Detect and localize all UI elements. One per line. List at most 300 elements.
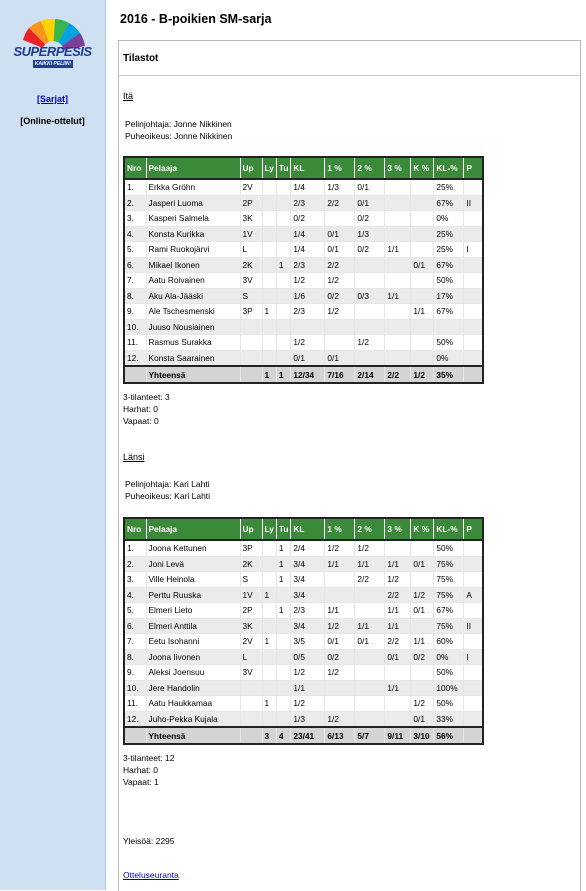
table-row — [124, 273, 483, 289]
table-cell: 1/1 — [325, 603, 355, 619]
total-cell: 1 — [262, 366, 276, 383]
column-header: Tu — [276, 157, 291, 179]
table-cell: 0/1 — [325, 634, 355, 650]
column-header: K % — [411, 157, 434, 179]
table-cell — [385, 711, 411, 727]
table-cell: 0/1 — [411, 603, 434, 619]
table-cell: 1/2 — [291, 273, 325, 289]
sarjat-link[interactable]: [Sarjat] — [36, 94, 68, 104]
table-cell: L — [240, 649, 262, 665]
table-cell: 3. — [124, 211, 146, 227]
table-header-row — [124, 518, 483, 540]
table-cell: 2V — [240, 179, 262, 195]
table-row — [124, 572, 483, 588]
table-cell: II — [464, 618, 483, 634]
table-cell: 1. — [124, 540, 146, 556]
column-header: 2 % — [355, 157, 385, 179]
table-cell: Aatu Roivainen — [146, 273, 240, 289]
table-cell: 8. — [124, 649, 146, 665]
table-cell: Konsta Kurikka — [146, 226, 240, 242]
table-cell: 9. — [124, 304, 146, 320]
table-cell: 1/2 — [291, 335, 325, 351]
table-cell: 3. — [124, 572, 146, 588]
table-cell: 1/2 — [355, 335, 385, 351]
table-cell: 0/2 — [355, 242, 385, 258]
table-cell — [411, 319, 434, 335]
table-cell — [411, 335, 434, 351]
table-cell — [262, 665, 276, 681]
table-cell: 1/2 — [355, 540, 385, 556]
table-cell — [355, 304, 385, 320]
table-cell: 3V — [240, 273, 262, 289]
table-cell — [276, 242, 291, 258]
table-cell: 0% — [434, 211, 464, 227]
table-cell: 1/2 — [325, 304, 355, 320]
table-cell: 3P — [240, 540, 262, 556]
table-cell: 25% — [434, 242, 464, 258]
table-cell — [262, 649, 276, 665]
table-cell: 1/1 — [385, 242, 411, 258]
column-header: KL — [291, 518, 325, 540]
table-cell: Mikael Ikonen — [146, 257, 240, 273]
table-cell — [240, 350, 262, 366]
team-name-ita: Itä — [123, 91, 134, 101]
table-cell: 2. — [124, 556, 146, 572]
table-cell — [464, 711, 483, 727]
table-cell: 1/2 — [325, 618, 355, 634]
table-cell — [262, 195, 276, 211]
table-cell: 3/4 — [291, 618, 325, 634]
total-cell — [124, 727, 146, 744]
column-header: Up — [240, 518, 262, 540]
table-cell — [411, 288, 434, 304]
total-cell: Yhteensä — [146, 727, 240, 744]
table-cell: I — [464, 242, 483, 258]
table-cell — [385, 195, 411, 211]
total-cell: 1 — [276, 366, 291, 383]
table-cell — [262, 226, 276, 242]
table-cell — [411, 665, 434, 681]
table-cell: 1 — [276, 540, 291, 556]
table-cell: I — [464, 649, 483, 665]
table-cell: 9. — [124, 665, 146, 681]
stats-table-ita — [123, 156, 484, 384]
table-cell — [240, 319, 262, 335]
total-cell — [124, 366, 146, 383]
table-cell: 1/2 — [325, 273, 355, 289]
pelinjohtaja-lansi: Pelinjohtaja: Kari Lahti — [125, 479, 210, 489]
table-cell: 2/2 — [385, 587, 411, 603]
table-cell: 0/1 — [291, 350, 325, 366]
table-cell: 3K — [240, 618, 262, 634]
table-cell — [262, 288, 276, 304]
table-cell — [276, 304, 291, 320]
table-cell: II — [464, 195, 483, 211]
table-cell: 1/1 — [355, 556, 385, 572]
table-cell: Juho-Pekka Kujala — [146, 711, 240, 727]
table-cell — [276, 618, 291, 634]
total-cell — [464, 366, 483, 383]
table-cell: 5. — [124, 603, 146, 619]
table-cell: 10. — [124, 680, 146, 696]
table-cell — [464, 572, 483, 588]
table-cell: Joni Levä — [146, 556, 240, 572]
table-cell — [325, 696, 355, 712]
table-cell: 1/6 — [291, 288, 325, 304]
table-cell: 5. — [124, 242, 146, 258]
table-row — [124, 696, 483, 712]
table-cell — [276, 335, 291, 351]
table-cell — [434, 319, 464, 335]
kolmetilanteet-ita: 3-tilanteet: 3 — [123, 392, 170, 402]
table-cell: 4. — [124, 226, 146, 242]
table-cell — [464, 273, 483, 289]
table-cell: 1/4 — [291, 179, 325, 195]
table-cell: 75% — [434, 587, 464, 603]
table-row — [124, 634, 483, 650]
table-cell: 4. — [124, 587, 146, 603]
table-cell: 3/4 — [291, 572, 325, 588]
table-cell: 1/3 — [291, 711, 325, 727]
table-cell: Jere Handolin — [146, 680, 240, 696]
table-cell — [464, 257, 483, 273]
table-cell — [464, 603, 483, 619]
table-cell: 1/1 — [385, 556, 411, 572]
table-cell: 1/1 — [385, 680, 411, 696]
table-cell: 1V — [240, 226, 262, 242]
table-cell: Eetu Isohanni — [146, 634, 240, 650]
table-cell — [276, 634, 291, 650]
table-cell: 100% — [434, 680, 464, 696]
table-cell — [276, 587, 291, 603]
table-cell — [262, 618, 276, 634]
table-cell — [385, 179, 411, 195]
table-cell — [262, 350, 276, 366]
table-cell: 0/1 — [325, 242, 355, 258]
table-cell: 1 — [262, 587, 276, 603]
table-cell — [355, 603, 385, 619]
table-row — [124, 242, 483, 258]
table-cell — [385, 665, 411, 681]
table-cell: Elmeri Lieto — [146, 603, 240, 619]
table-cell: 50% — [434, 335, 464, 351]
panel-header — [119, 41, 580, 76]
table-row — [124, 288, 483, 304]
table-cell — [262, 257, 276, 273]
table-cell — [355, 319, 385, 335]
table-row — [124, 179, 483, 195]
table-cell — [355, 649, 385, 665]
table-cell: 1. — [124, 179, 146, 195]
puheoikeus-lansi: Puheoikeus: Kari Lahti — [125, 491, 211, 501]
table-cell: 1/1 — [355, 618, 385, 634]
table-cell — [276, 288, 291, 304]
column-header: Nro — [124, 157, 146, 179]
table-cell — [385, 257, 411, 273]
table-cell — [464, 304, 483, 320]
table-row — [124, 350, 483, 366]
table-cell: 50% — [434, 273, 464, 289]
online-ottelut-link[interactable]: [Online-ottelut] — [20, 116, 85, 126]
table-cell: 0/1 — [411, 556, 434, 572]
table-cell: 0/1 — [411, 711, 434, 727]
table-cell: 1/2 — [411, 696, 434, 712]
table-cell: 75% — [434, 572, 464, 588]
table-cell — [385, 350, 411, 366]
table-row — [124, 618, 483, 634]
table-cell: 75% — [434, 556, 464, 572]
table-cell: 0/1 — [355, 179, 385, 195]
table-cell: Elmeri Anttila — [146, 618, 240, 634]
table-cell: 50% — [434, 696, 464, 712]
table-cell: Erkka Gröhn — [146, 179, 240, 195]
table-cell: 25% — [434, 226, 464, 242]
table-cell: 2/2 — [325, 195, 355, 211]
table-row — [124, 195, 483, 211]
table-cell — [464, 179, 483, 195]
table-row — [124, 649, 483, 665]
table-cell: 2/3 — [291, 603, 325, 619]
table-cell: 33% — [434, 711, 464, 727]
table-cell: 1/1 — [411, 634, 434, 650]
table-cell: Ville Heinola — [146, 572, 240, 588]
column-header: 3 % — [385, 518, 411, 540]
table-cell: 2/3 — [291, 304, 325, 320]
table-cell: 1 — [262, 696, 276, 712]
table-cell: 2P — [240, 603, 262, 619]
table-cell — [411, 680, 434, 696]
table-cell: 0/3 — [355, 288, 385, 304]
column-header: KL-% — [434, 157, 464, 179]
table-cell: 2V — [240, 634, 262, 650]
total-cell: 4 — [276, 727, 291, 744]
stats-panel — [118, 40, 581, 891]
column-header: Up — [240, 157, 262, 179]
table-cell — [276, 350, 291, 366]
table-cell: 11. — [124, 335, 146, 351]
table-row — [124, 711, 483, 727]
table-row — [124, 319, 483, 335]
table-row — [124, 587, 483, 603]
page-title: 2016 - B-poikien SM-sarja — [120, 12, 272, 26]
table-cell: Ale Tschesmenski — [146, 304, 240, 320]
total-row — [124, 366, 483, 383]
harhat-ita: Harhat: 0 — [123, 404, 158, 414]
table-cell — [355, 273, 385, 289]
table-cell — [464, 335, 483, 351]
table-cell: Jasperi Luoma — [146, 195, 240, 211]
total-cell: 56% — [434, 727, 464, 744]
table-cell: 7. — [124, 273, 146, 289]
table-cell: Aleksi Joensuu — [146, 665, 240, 681]
table-cell — [325, 572, 355, 588]
table-cell: 67% — [434, 603, 464, 619]
table-cell: 0/2 — [325, 288, 355, 304]
column-header: Pelaaja — [146, 157, 240, 179]
table-cell: 0/1 — [385, 649, 411, 665]
table-cell — [411, 273, 434, 289]
table-cell: 1/1 — [325, 556, 355, 572]
table-cell: 1/1 — [385, 618, 411, 634]
column-header: Ly — [262, 157, 276, 179]
table-cell: 11. — [124, 696, 146, 712]
table-cell — [464, 665, 483, 681]
table-cell — [411, 540, 434, 556]
table-cell — [276, 195, 291, 211]
table-cell: Juuso Nousiainen — [146, 319, 240, 335]
table-cell: 2/3 — [291, 195, 325, 211]
column-header: Ly — [262, 518, 276, 540]
table-row — [124, 304, 483, 320]
table-cell — [262, 680, 276, 696]
total-cell: 2/14 — [355, 366, 385, 383]
total-cell: 2/2 — [385, 366, 411, 383]
table-cell: 50% — [434, 540, 464, 556]
table-cell: 1V — [240, 587, 262, 603]
table-cell: 1 — [276, 572, 291, 588]
table-cell — [276, 665, 291, 681]
table-row — [124, 335, 483, 351]
table-cell — [262, 273, 276, 289]
column-header: K % — [411, 518, 434, 540]
table-header-row — [124, 157, 483, 179]
harhat-lansi: Harhat: 0 — [123, 765, 158, 775]
table-cell: 12. — [124, 711, 146, 727]
table-cell — [355, 587, 385, 603]
table-cell — [411, 572, 434, 588]
panel-title: Tilastot — [123, 53, 159, 64]
table-cell: 67% — [434, 195, 464, 211]
total-cell: 6/13 — [325, 727, 355, 744]
table-cell — [464, 540, 483, 556]
logo-slogan: KAIKKI PELIIN! — [34, 61, 72, 67]
table-cell: 1/3 — [325, 179, 355, 195]
table-cell: 67% — [434, 257, 464, 273]
table-cell: 1 — [262, 304, 276, 320]
table-cell — [464, 319, 483, 335]
table-cell: 0/2 — [325, 649, 355, 665]
table-cell: Kasperi Salmela — [146, 211, 240, 227]
table-cell: 0/2 — [291, 211, 325, 227]
column-header: 1 % — [325, 518, 355, 540]
table-cell — [276, 273, 291, 289]
table-cell: 1 — [262, 634, 276, 650]
table-cell — [355, 680, 385, 696]
table-cell — [464, 350, 483, 366]
table-cell: 2/2 — [355, 572, 385, 588]
table-cell: 2/2 — [325, 257, 355, 273]
table-cell — [262, 179, 276, 195]
table-cell — [262, 711, 276, 727]
table-cell — [385, 540, 411, 556]
total-row — [124, 727, 483, 744]
table-cell — [355, 665, 385, 681]
table-cell: Perttu Ruuska — [146, 587, 240, 603]
table-cell — [276, 319, 291, 335]
table-cell: 1 — [276, 257, 291, 273]
total-cell — [240, 366, 262, 383]
table-cell: 1/2 — [411, 587, 434, 603]
main-content — [106, 0, 586, 890]
column-header: 3 % — [385, 157, 411, 179]
table-cell — [464, 556, 483, 572]
kolmetilanteet-lansi: 3-tilanteet: 12 — [123, 753, 175, 763]
table-cell — [355, 696, 385, 712]
table-cell — [385, 335, 411, 351]
table-row — [124, 603, 483, 619]
table-cell: Aatu Haukkamaa — [146, 696, 240, 712]
table-cell: A — [464, 587, 483, 603]
logo-text: SUPERPESIS — [13, 44, 92, 59]
table-cell — [325, 319, 355, 335]
total-cell: 35% — [434, 366, 464, 383]
table-cell: Joona Kettunen — [146, 540, 240, 556]
table-cell: 0/1 — [325, 226, 355, 242]
table-cell: 1/2 — [325, 711, 355, 727]
table-cell: 0/1 — [411, 257, 434, 273]
otteluseuranta-link[interactable]: Otteluseuranta — [123, 870, 179, 880]
table-cell — [464, 288, 483, 304]
table-cell — [411, 211, 434, 227]
table-cell — [262, 556, 276, 572]
column-header: KL — [291, 157, 325, 179]
table-cell: 60% — [434, 634, 464, 650]
table-cell: 2P — [240, 195, 262, 211]
table-cell — [464, 680, 483, 696]
table-row — [124, 226, 483, 242]
table-cell — [464, 696, 483, 712]
table-cell: 3/4 — [291, 587, 325, 603]
table-cell: S — [240, 288, 262, 304]
table-cell — [411, 195, 434, 211]
table-cell — [262, 572, 276, 588]
table-cell: 17% — [434, 288, 464, 304]
table-cell — [411, 242, 434, 258]
table-cell — [355, 711, 385, 727]
table-row — [124, 556, 483, 572]
table-cell: 2/2 — [385, 634, 411, 650]
table-cell: 3K — [240, 211, 262, 227]
table-cell: 12. — [124, 350, 146, 366]
table-cell: 1/2 — [385, 572, 411, 588]
column-header: P — [464, 157, 483, 179]
table-cell — [262, 242, 276, 258]
sidebar — [0, 0, 106, 890]
table-cell — [262, 211, 276, 227]
table-row — [124, 665, 483, 681]
table-cell: 3V — [240, 665, 262, 681]
total-cell: 12/34 — [291, 366, 325, 383]
table-cell: 2K — [240, 257, 262, 273]
table-cell: 0/5 — [291, 649, 325, 665]
column-header: Pelaaja — [146, 518, 240, 540]
table-cell — [464, 634, 483, 650]
total-cell: 7/16 — [325, 366, 355, 383]
table-cell — [385, 319, 411, 335]
column-header: P — [464, 518, 483, 540]
table-cell: 1/4 — [291, 242, 325, 258]
table-cell: 1/3 — [355, 226, 385, 242]
total-cell: Yhteensä — [146, 366, 240, 383]
table-cell — [411, 226, 434, 242]
table-cell: 0/2 — [411, 649, 434, 665]
vapaat-lansi: Vapaat: 1 — [123, 777, 159, 787]
table-cell: 7. — [124, 634, 146, 650]
table-cell: 0/1 — [355, 634, 385, 650]
table-cell — [240, 696, 262, 712]
table-cell: Rami Ruokojärvi — [146, 242, 240, 258]
table-row — [124, 540, 483, 556]
